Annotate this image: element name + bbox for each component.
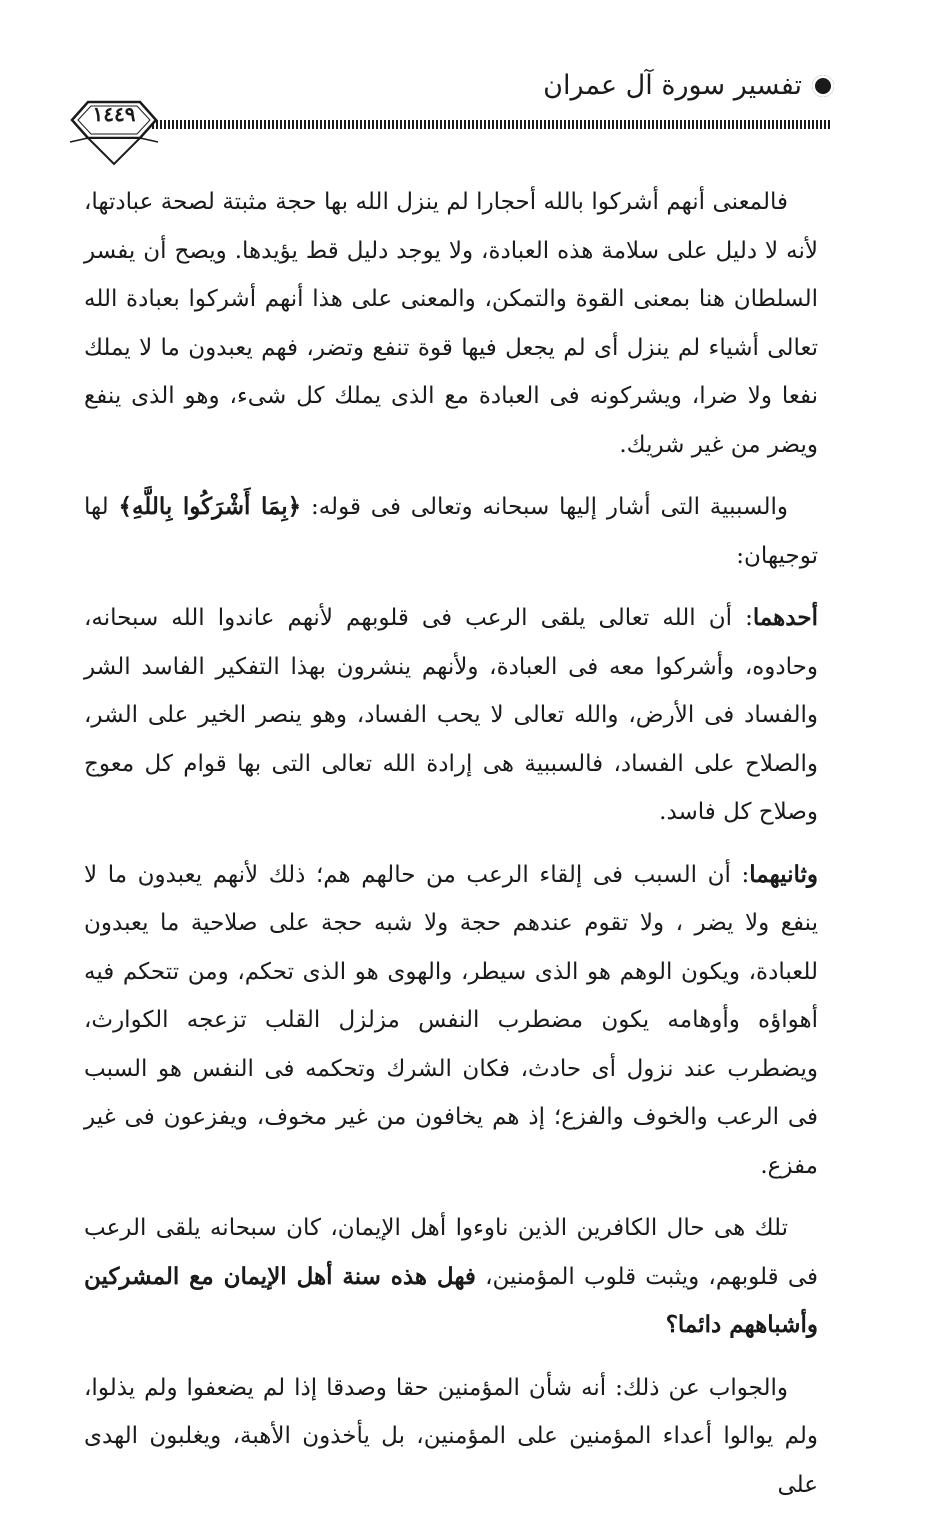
paragraph-text: والجواب عن ذلك: أنه شأن المؤمنين حقا وصدقا إذا لم يضعفوا ولم يذلوا، ولم يوالوا أعداء المؤمنين على المؤمنين، بل يأخذون الأهبة، ويغلبون الهدى على [84, 1374, 818, 1498]
paragraph-text: : أن الله تعالى يلقى الرعب فى قلوبهم لأنهم عاندوا الله سبحانه، وحادوه، وأشركوا معه فى العبادة، ولأنهم ينشرون بهذا التفكير الفاسد الشر والفساد فى الأرض، والله تعالى لا يحب الفساد، وهو ينصر الخير على الشر، والصلاح على الفساد، فالسببية هى إرادة الله تعالى التى بها قوام كل معوج وصلاح كل فاسد. [84, 605, 818, 825]
page-number: ١٤٤٩ [92, 102, 136, 126]
paragraph [84, 483, 818, 580]
paragraph-heading: أحدهما [752, 604, 818, 631]
book-title: تفسير سورة آل عمران [543, 70, 802, 101]
page-body [84, 178, 818, 1523]
header-rule [148, 120, 830, 129]
paragraph [84, 594, 818, 837]
page-header [543, 70, 834, 101]
badge-frame-icon [68, 88, 160, 168]
paragraph-text: : أن السبب فى إلقاء الرعب من حالهم هم؛ ذلك لأنهم يعبدون ما لا ينفع ولا يضر ، ولا تقوم عندهم حجة ولا شبه حجة على صلاحية ما يعبدون للعبادة، ويكون الوهم هو الذى سيطر، والهوى هو الذى تحكم، ومن تتحكم فيه أهواؤه وأوهامه يكون مضطرب النفس مزلزل القلب تزعجه الكوارث، ويضطرب عند نزول أى حادث، فكان الشرك وتحكمه فى النفس هو السبب فى الرعب والخوف والفزع؛ إذ هم يخافون من غير مخوف، ويفزعون فى غير مفزع. [84, 861, 818, 1179]
paragraph-text: فالمعنى أنهم أشركوا بالله أحجارا لم ينزل الله بها حجة مثبتة لصحة عبادتها، لأنه لا دليل على سلامة هذه العبادة، ولا يوجد دليل قط يؤيدها. ويصح أن يفسر السلطان هنا بمعنى القوة والتمكن، والمعنى على هذا أنهم أشركوا بعبادة الله تعالى أشياء لم ينزل أى لم يجعل فيها قوة تنفع وتضر، فهم يعبدون ما لا يملك نفعا ولا ضرا، ويشركونه فى العبادة مع الذى يملك كل شىء، وهو الذى ينفع ويضر من غير شريك. [84, 189, 818, 458]
paragraph-heading: وثانيهما [749, 860, 818, 888]
paragraph [84, 1364, 818, 1510]
quran-quote: ﴿بِمَا أَشْرَكُوا بِاللَّهِ﴾ [118, 493, 302, 520]
paragraph-text: تلك هى حال الكافرين الذين ناوءوا أهل الإيمان، كان سبحانه يلقى الرعب فى قلوبهم، ويثبت قلوب المؤمنين، [84, 1215, 818, 1290]
paragraph [84, 1204, 818, 1350]
bold-question: فهل هذه سنة أهل الإيمان مع المشركين وأشباههم دائما؟ [84, 1262, 818, 1338]
paragraph [84, 851, 818, 1191]
paragraph-text: والسببية التى أشار إليها سبحانه وتعالى فى قوله: [301, 494, 788, 520]
ornament-icon [812, 75, 834, 97]
paragraph [84, 178, 818, 469]
page-number-badge [68, 88, 160, 168]
paragraph-text: لها توجيهان: [84, 494, 818, 569]
